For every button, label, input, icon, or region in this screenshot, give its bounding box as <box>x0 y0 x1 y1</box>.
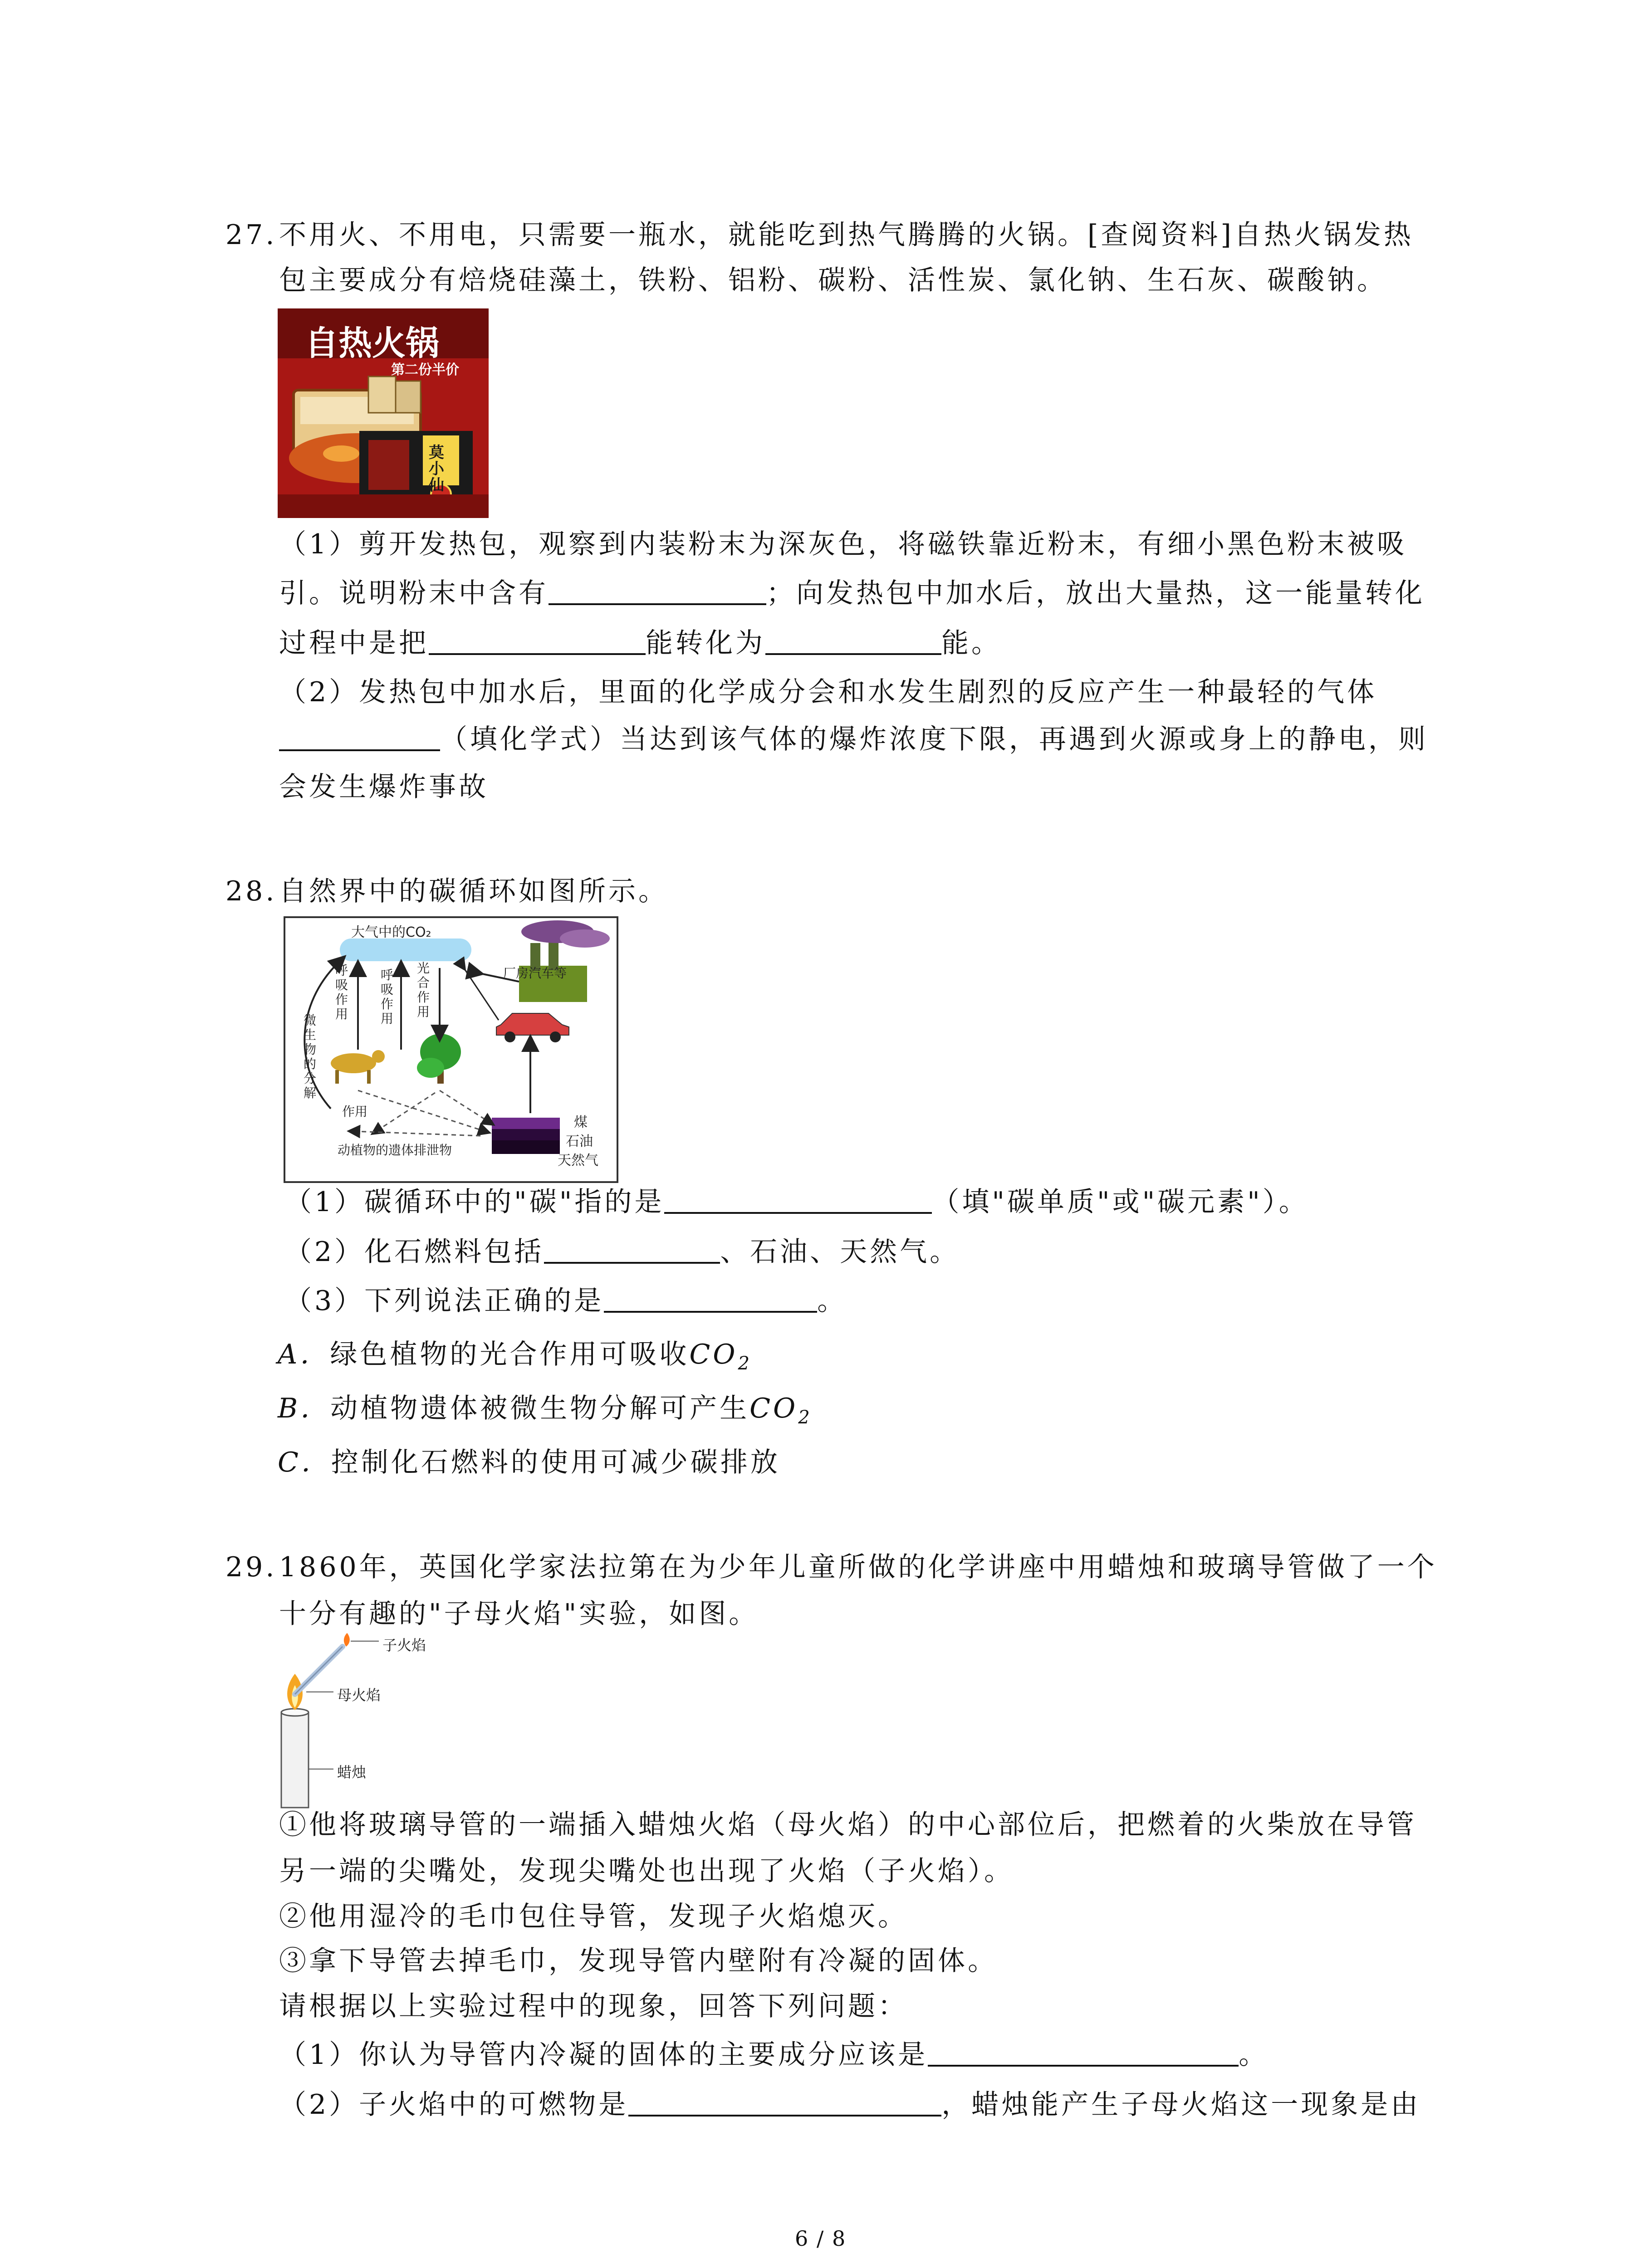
candle-drawing <box>274 1633 456 1810</box>
child-flame-label: 子火焰 <box>382 1637 426 1654</box>
diagram-photosynthesis: 光 合 作 用 <box>417 961 430 1019</box>
q28-blank-carbon-meaning[interactable] <box>664 1185 932 1214</box>
hotpot-subtext: 第二份半价 <box>391 362 459 378</box>
q28-blank-correct-statement[interactable] <box>604 1284 817 1313</box>
q27-intro-line1: 27.不用火、不用电，只需要一瓶水，就能吃到热气腾腾的火锅。[查阅资料]自热火锅发热 <box>225 217 1414 253</box>
q28-number: 28. <box>225 875 277 907</box>
q27-intro-line2: 包主要成分有焙烧硅藻土，铁粉、铝粉、碳粉、活性炭、氯化钠、生石灰、碳酸钠。 <box>279 264 1387 296</box>
q29-blank-condensed-solid[interactable] <box>928 2038 1239 2067</box>
q28-sub2: （2）化石燃料包括 、石油、天然气。 <box>284 1234 960 1270</box>
diagram-action-label: 作用 <box>342 1104 368 1119</box>
q28-option-b[interactable]: B．动植物遗体被微生物分解可产生$CO_2$ <box>278 1393 813 1428</box>
q29-intro-line2: 十分有趣的"子母火焰"实验，如图。 <box>279 1598 759 1630</box>
q27-sub2-line2: （填化学式）当达到该气体的爆炸浓度下限，再遇到火源或身上的静电，则 <box>279 721 1428 758</box>
q27-blank-energy-from[interactable] <box>429 626 646 655</box>
diagram-respiration-animal: 呼 吸 作 用 <box>335 963 348 1022</box>
diagram-factory-label: 厂房汽车等 <box>503 966 567 981</box>
q29-sub1: （1）你认为导管内冷凝的固体的主要成分应该是 。 <box>279 2037 1269 2073</box>
q29-step2: ②他用湿冷的毛巾包住导管，发现子火焰熄灭。 <box>279 1901 908 1932</box>
candle-label: 蜡烛 <box>337 1764 367 1781</box>
q29-sub2: （2）子火焰中的可燃物是 ，蜡烛能产生子母火焰这一现象是由 <box>279 2087 1421 2123</box>
q27-blank-gas-formula[interactable] <box>279 722 440 751</box>
candle-diagram <box>274 1633 456 1810</box>
diagram-respiration-plant: 呼 吸 作 用 <box>381 968 394 1026</box>
diagram-atmosphere-label: 大气中的CO₂ <box>351 924 431 940</box>
q28-blank-fossil-fuel[interactable] <box>544 1235 720 1264</box>
q28-intro: 28.自然界中的碳循环如图所示。 <box>225 873 668 909</box>
q28-sub1: （1）碳循环中的"碳"指的是 （填"碳单质"或"碳元素"）。 <box>284 1184 1309 1220</box>
q27-sub2-line1: （2）发热包中加水后，里面的化学成分会和水发生剧烈的反应产生一种最轻的气体 <box>279 676 1377 708</box>
co2-formula: $CO_2$ <box>749 1393 813 1428</box>
q27-blank-energy-to[interactable] <box>765 626 941 655</box>
q29-step1-line2: 另一端的尖嘴处，发现尖嘴处也出现了火焰（子火焰）。 <box>279 1855 1014 1887</box>
hotpot-badge: 莫小仙 <box>429 444 444 494</box>
q29-step3: ③拿下导管去掉毛巾，发现导管内壁附有冷凝的固体。 <box>279 1945 998 1977</box>
q29-number: 29. <box>225 1551 277 1583</box>
q28-option-c[interactable]: C．控制化石燃料的使用可减少碳排放 <box>278 1447 780 1478</box>
co2-formula: $CO_2$ <box>689 1339 752 1374</box>
q29-intro-line1: 29.1860年，英国化学家法拉第在为少年儿童所做的化学讲座中用蜡烛和玻璃导管做了一个 <box>225 1549 1437 1585</box>
q29-blank-combustible[interactable] <box>628 2087 941 2116</box>
page-number: 6 / 8 <box>795 2226 847 2251</box>
carbon-cycle-diagram <box>284 916 618 1183</box>
diagram-fossil-fuels: 煤 石油 天然气 <box>558 1114 598 1168</box>
q27-sub1-line2: 引。说明粉末中含有 ；向发热包中加水后，放出大量热，这一能量转化 <box>279 575 1425 611</box>
mother-flame-label: 母火焰 <box>337 1686 381 1704</box>
hotpot-product-image <box>278 308 489 518</box>
diagram-microbe-decomposition: 微 生 物 的 分 解 <box>304 1013 317 1100</box>
q28-sub3: （3）下列说法正确的是 。 <box>284 1283 847 1319</box>
q29-step1-line1: ①他将玻璃导管的一端插入蜡烛火焰（母火焰）的中心部位后，把燃着的火柴放在导管 <box>279 1809 1417 1841</box>
q27-sub1-line1: （1）剪开发热包，观察到内装粉末为深灰色，将磁铁靠近粉末，有细小黑色粉末被吸 <box>279 528 1407 560</box>
q28-option-a[interactable]: A．绿色植物的光合作用可吸收$CO_2$ <box>278 1339 752 1374</box>
q27-number: 27. <box>225 219 277 251</box>
q29-prompt: 请根据以上实验过程中的现象，回答下列问题： <box>279 1990 908 2022</box>
q27-blank-magnetic-powder[interactable] <box>549 576 766 605</box>
hotpot-headline: 自热火锅 <box>305 324 439 363</box>
diagram-remains-label: 动植物的遗体排泄物 <box>338 1143 452 1158</box>
q27-sub2-line3: 会发生爆炸事故 <box>279 771 489 803</box>
q27-sub1-line3: 过程中是把 能转化为 能。 <box>279 625 1001 661</box>
